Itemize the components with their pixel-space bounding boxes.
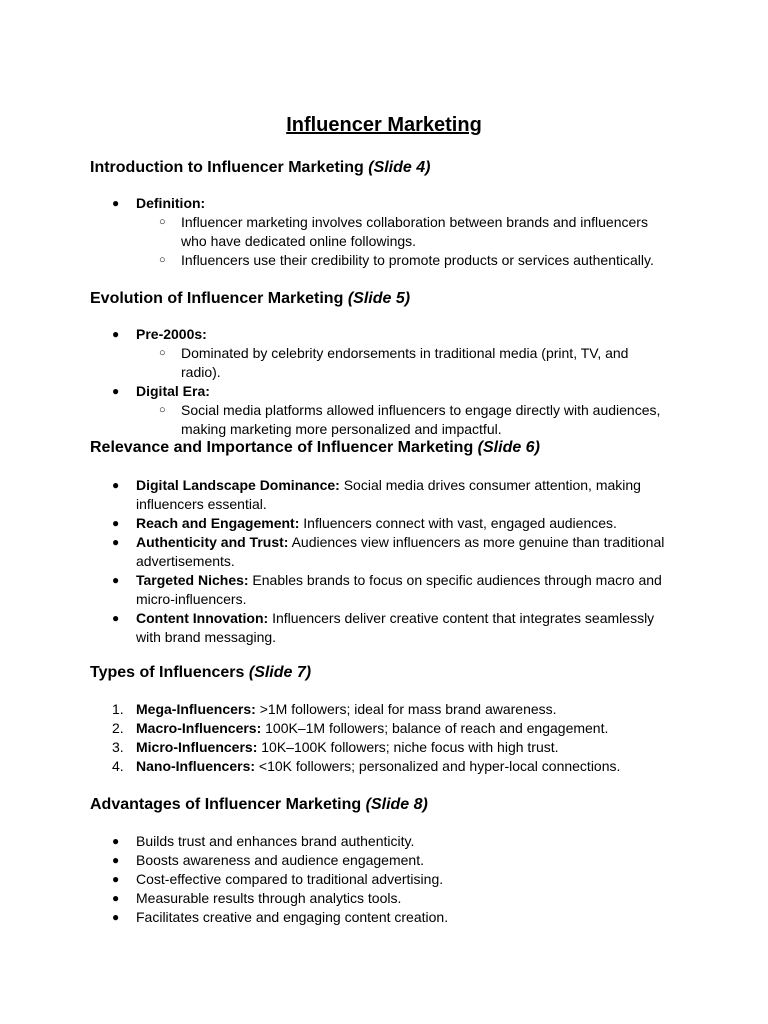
slide-reference: (Slide 5) — [347, 290, 411, 307]
list-item — [112, 571, 672, 609]
bullet-icon: ● — [112, 853, 120, 867]
sub-list-item — [136, 213, 672, 251]
bullet-icon: ● — [112, 516, 120, 530]
slide-reference: (Slide 4) — [368, 159, 431, 176]
heading-text: Relevance and Importance of Influencer Marketing — [90, 439, 474, 456]
bullet-icon: ● — [112, 834, 120, 848]
item-text: Boosts awareness and audience engagement. — [136, 852, 424, 868]
slide-reference: (Slide 7) — [248, 664, 312, 681]
item-text: Audiences view influencers as more genuine than traditional advertisements. — [136, 534, 665, 569]
list-item — [112, 870, 672, 889]
item-label: Nano-Influencers: — [136, 758, 256, 774]
item-number: 1. — [112, 701, 124, 717]
section-heading-relevance — [90, 437, 690, 459]
heading-text: Evolution of Influencer Marketing — [90, 290, 344, 307]
sub-list — [136, 401, 672, 439]
list-item — [112, 325, 672, 382]
list-item — [112, 700, 672, 719]
advantages-list — [112, 832, 672, 927]
item-label: Reach and Engagement: — [136, 515, 300, 531]
bullet-icon: ● — [112, 196, 120, 210]
circle-bullet-icon: ○ — [159, 216, 166, 228]
document-title: Influencer Marketing — [286, 114, 482, 136]
types-list — [112, 700, 672, 776]
item-text: Influencers connect with vast, engaged audiences. — [299, 515, 617, 531]
bullet-icon: ● — [112, 573, 120, 587]
item-text: Influencers use their credibility to promote products or services authentically. — [181, 252, 654, 268]
item-label: Content Innovation: — [136, 610, 269, 626]
bullet-icon: ● — [112, 910, 120, 924]
item-text: Builds trust and enhances brand authenticity. — [136, 833, 415, 849]
bullet-icon: ● — [112, 872, 120, 886]
bullet-icon: ● — [112, 478, 120, 492]
item-text: <10K followers; personalized and hyper-local connections. — [255, 758, 621, 774]
circle-bullet-icon: ○ — [159, 254, 166, 266]
section-heading-advantages — [90, 794, 690, 816]
slide-reference: (Slide 8) — [365, 796, 428, 813]
item-text: Social media drives consumer attention, making influencers essential. — [136, 477, 641, 512]
circle-bullet-icon: ○ — [159, 404, 166, 416]
item-text: Influencers deliver creative content that integrates seamlessly with brand messaging. — [136, 610, 655, 645]
list-item — [112, 194, 672, 270]
item-label: Targeted Niches: — [136, 572, 249, 588]
item-label: Definition: — [136, 195, 206, 211]
sub-list-item — [136, 401, 672, 439]
heading-text: Types of Influencers — [90, 664, 245, 681]
introduction-list — [112, 194, 672, 270]
item-number: 2. — [112, 720, 124, 736]
item-text: Dominated by celebrity endorsements in traditional media (print, TV, and radio). — [181, 345, 629, 380]
heading-text: Advantages of Influencer Marketing — [90, 796, 362, 813]
list-item — [112, 851, 672, 870]
list-item — [112, 719, 672, 738]
item-label: Digital Landscape Dominance: — [136, 477, 340, 493]
bullet-icon: ● — [112, 384, 120, 398]
list-item — [112, 738, 672, 757]
evolution-list — [112, 325, 672, 439]
list-item — [112, 889, 672, 908]
item-number: 4. — [112, 758, 124, 774]
item-label: Mega-Influencers: — [136, 701, 256, 717]
list-item — [112, 757, 672, 776]
item-label: Micro-Influencers: — [136, 739, 258, 755]
bullet-icon: ● — [112, 327, 120, 341]
item-label: Pre-2000s: — [136, 326, 207, 342]
bullet-icon: ● — [112, 535, 120, 549]
relevance-list — [112, 476, 672, 647]
item-label: Authenticity and Trust: — [136, 534, 289, 550]
item-label: Macro-Influencers: — [136, 720, 262, 736]
bullet-icon: ● — [112, 611, 120, 625]
item-label: Digital Era: — [136, 383, 210, 399]
sub-list — [136, 344, 672, 382]
section-heading-introduction — [90, 157, 690, 179]
list-item — [112, 533, 672, 571]
slide-reference: (Slide 6) — [477, 439, 540, 456]
bullet-icon: ● — [112, 891, 120, 905]
item-text: Influencer marketing involves collaboration between brands and influencers who have dedicated online followings. — [181, 214, 648, 249]
item-text: Cost-effective compared to traditional advertising. — [136, 871, 444, 887]
item-text: Social media platforms allowed influencers to engage directly with audiences, making marketing more personalized and impactful. — [181, 402, 661, 437]
list-item — [112, 832, 672, 851]
list-item — [112, 382, 672, 439]
sub-list-item — [136, 251, 672, 270]
item-text: >1M followers; ideal for mass brand awareness. — [255, 701, 557, 717]
section-heading-types — [90, 662, 690, 684]
circle-bullet-icon: ○ — [159, 347, 166, 359]
sub-list — [136, 213, 672, 270]
list-item — [112, 514, 672, 533]
item-text: Facilitates creative and engaging content creation. — [136, 909, 449, 925]
heading-text: Introduction to Influencer Marketing — [90, 159, 364, 176]
list-item — [112, 476, 672, 514]
item-text: Measurable results through analytics tools. — [136, 890, 402, 906]
item-text: 10K–100K followers; niche focus with high trust. — [257, 739, 559, 755]
list-item — [112, 609, 672, 647]
item-text: 100K–1M followers; balance of reach and engagement. — [261, 720, 609, 736]
list-item — [112, 908, 672, 927]
sub-list-item — [136, 344, 672, 382]
section-heading-evolution — [90, 288, 690, 310]
item-text: Enables brands to focus on specific audiences through macro and micro-influencers. — [136, 572, 662, 607]
item-number: 3. — [112, 739, 124, 755]
